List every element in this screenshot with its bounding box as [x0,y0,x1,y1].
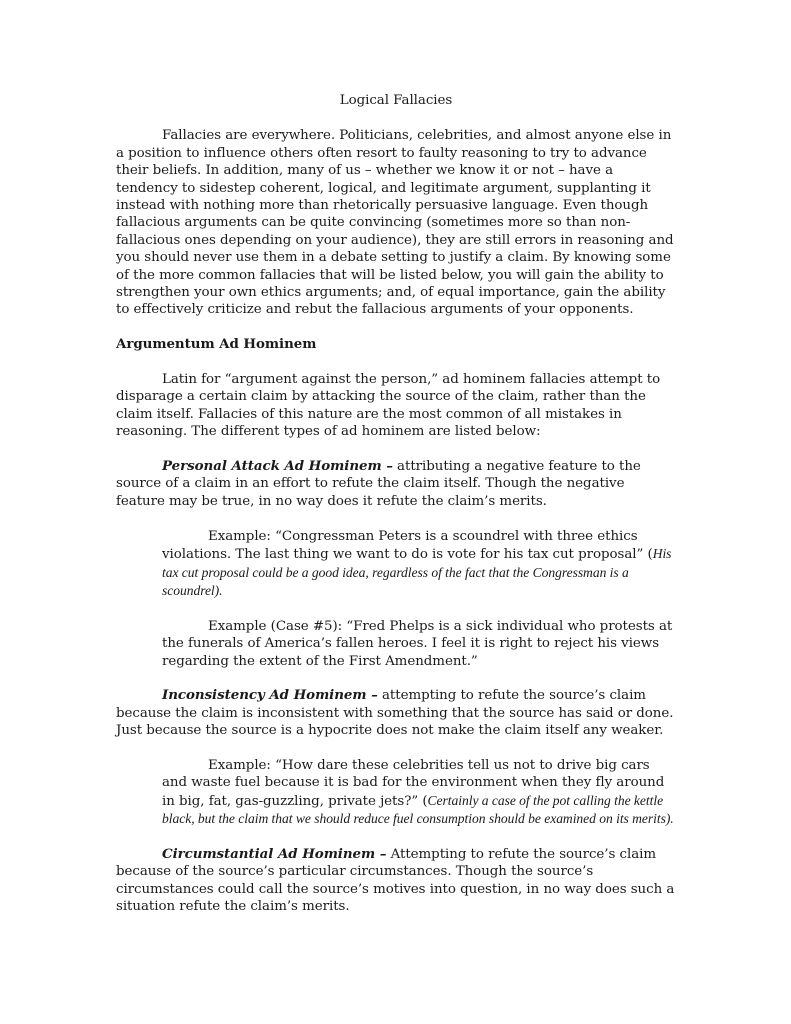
example-1-text: Example: “Congressman Peters is a scoundrel with three ethics violations. The last thing we want to do is vote for his tax cut proposal” ( [162,528,653,563]
circumstantial-term: Circumstantial Ad Hominem – [162,845,387,862]
inconsistency-paragraph [116,687,676,739]
personal-attack-example-1 [162,528,676,601]
personal-attack-example-2: Example (Case #5): “Fred Phelps is a sick individual who protests at the funerals of America’s fallen heroes. I feel it is right to reject his views regarding the extent of the First Amendment.” [162,618,673,669]
document-body [116,92,676,933]
section-intro-paragraph: Latin for “argument against the person,” ad hominem fallacies attempt to disparage a certain claim by attacking the source of the claim, rather than the claim itself. Fallacies of this nature are the most common of all mistakes in reasoning. The different types of ad hominem are listed below: [116,372,661,440]
example-1-note: His tax cut proposal could be a good idea, regardless of the fact that the Congressman is a scoundrel). [162,546,672,598]
inconsistency-example-note: Certainly a case of the pot calling the kettle black, but the claim that we should reduce fuel consumption should be examined on its merits). [162,792,674,827]
personal-attack-term: Personal Attack Ad Hominem – [162,458,393,475]
inconsistency-example-text: Example: “How dare these celebrities tell us not to drive big cars and waste fuel because it is bad for the environment when they fly around in big, fat, gas-guzzling, private jets?” ( [162,757,665,809]
intro-paragraph: Fallacies are everywhere. Politicians, celebrities, and almost anyone else in a position to influence others often resort to faulty reasoning to try to advance their beliefs. In addition, many of us – whether we know it or not – have a tendency to sidestep coherent, logical, and legitimate argument, supplanting it instead with nothing more than rhetorically persuasive language. Even though fallacious arguments can be quite convincing (sometimes more so than non-fallacious ones depending on your audience), they are still errors in reasoning and you should never use them in a debate setting to justify a claim. By knowing some of the more common fallacies that will be listed below, you will gain the ability to strengthen your own ethics arguments; and, of equal importance, gain the ability to effectively criticize and rebut the fallacious arguments of your opponents. [116,128,674,318]
inconsistency-definition: attempting to refute the source’s claim because the claim is inconsistent with something that the source has said or done. Just because the source is a hypocrite does not make the claim itself any weaker. [116,688,674,739]
personal-attack-definition: attributing a negative feature to the source of a claim in an effort to refute the claim itself. Though the negative feature may be true, in no way does it refute the claim’s merits. [116,459,641,509]
inconsistency-term: Inconsistency Ad Hominem – [162,687,378,704]
section-heading-ad-hominem: Argumentum Ad Hominem [116,336,317,353]
circumstantial-definition: Attempting to refute the source’s claim because of the source’s particular circumstances. Though the source’s circumstances could call the source’s motives into question, in no way does such a situation refute the claim’s merits. [116,846,675,915]
document-title: Logical Fallacies [339,93,453,108]
personal-attack-paragraph [116,458,676,510]
inconsistency-example [162,757,676,829]
circumstantial-paragraph [116,846,676,916]
